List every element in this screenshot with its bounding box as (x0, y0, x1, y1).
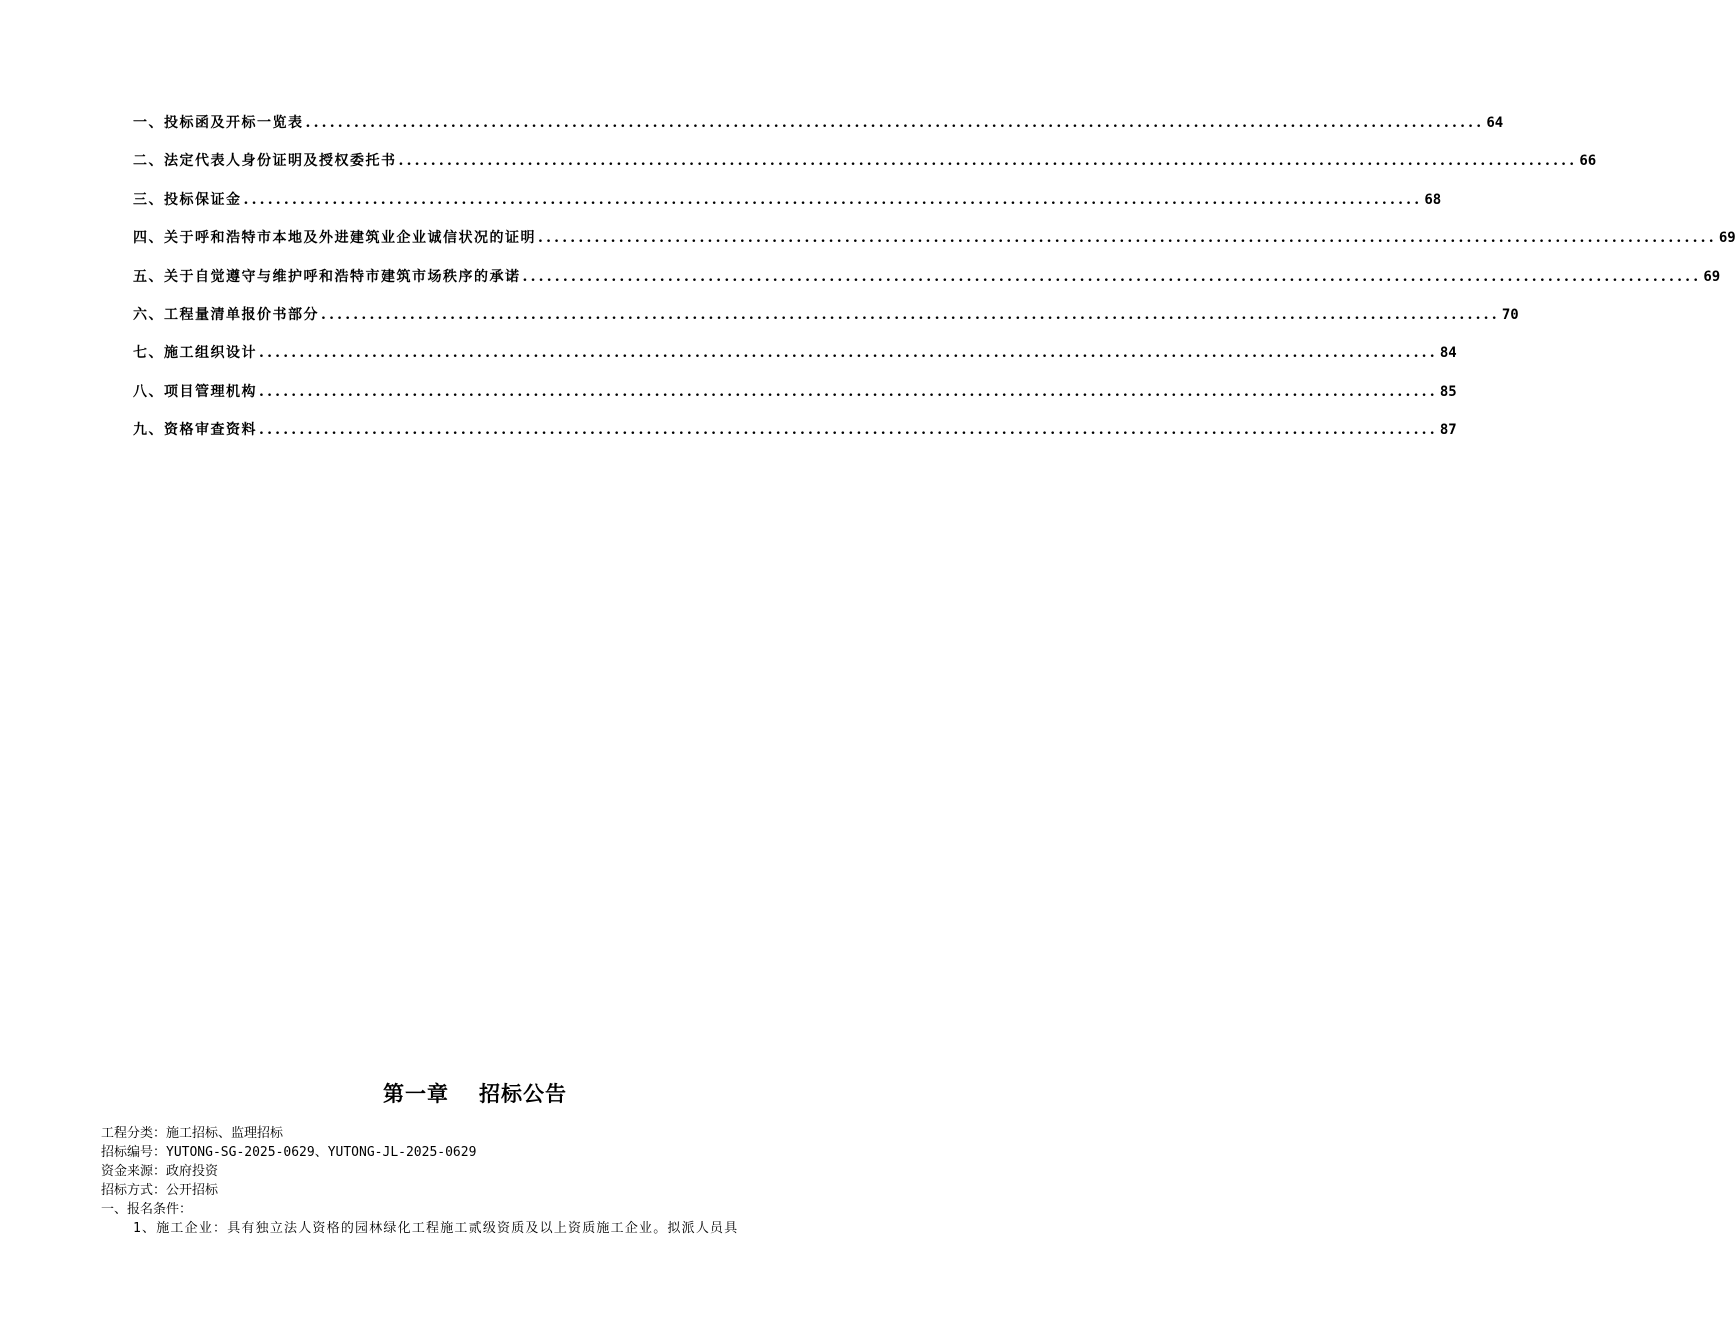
project-category: 工程分类：施工招标、监理招标 (101, 1126, 284, 1141)
toc-leader-dots: .................................................................................................................................................. (305, 115, 1485, 131)
toc-entry[interactable] (133, 342, 1457, 380)
chapter-number: 第一章 (383, 1081, 449, 1106)
toc-leader-dots: .................................................................................................................................................. (259, 345, 1438, 362)
toc-entry-title: 六、工程量清单报价书部分 (133, 306, 319, 323)
toc-leader-dots: .................................................................................................................................................. (243, 191, 1423, 208)
toc-entry-page: 70 (1501, 306, 1519, 323)
toc-entry[interactable] (133, 112, 1504, 150)
toc-entry-page: 68 (1424, 191, 1442, 208)
toc-leader-dots: .................................................................................................................................................. (259, 422, 1438, 439)
toc-entry-title: 九、资格审查资料 (133, 422, 257, 439)
body-paragraph: 1、施工企业：具有独立法人资格的园林绿化工程施工贰级资质及以上资质施工企业。拟派人员具 (133, 1221, 739, 1236)
toc-entry[interactable] (133, 189, 1442, 227)
toc-entry-page: 64 (1486, 115, 1504, 131)
toc-entry-title: 三、投标保证金 (133, 191, 242, 208)
section-heading: 一、报名条件： (101, 1202, 193, 1217)
toc-entry-page: 84 (1439, 345, 1457, 362)
toc-entry-title: 八、项目管理机构 (133, 383, 257, 400)
toc-entry[interactable] (133, 227, 1736, 265)
toc-leader-dots: .................................................................................................................................................. (321, 306, 1500, 323)
toc-entry-page: 85 (1439, 383, 1457, 400)
toc-entry[interactable] (133, 304, 1519, 342)
funding-source: 资金来源：政府投资 (101, 1164, 219, 1179)
tender-method: 招标方式：公开招标 (101, 1183, 219, 1198)
chapter-title: 招标公告 (479, 1081, 567, 1106)
tender-code: 招标编号：YUTONG-SG-2025-0629、YUTONG-JL-2025-0629 (101, 1145, 477, 1160)
tender-info (101, 1124, 861, 1238)
chapter-heading (0, 1078, 950, 1108)
toc-entry-title: 一、投标函及开标一览表 (133, 115, 304, 131)
toc-entry-page: 66 (1579, 153, 1597, 170)
toc-entry-page: 69 (1718, 230, 1736, 247)
toc-entry-title: 四、关于呼和浩特市本地及外进建筑业企业诚信状况的证明 (133, 230, 536, 247)
toc-entry[interactable] (133, 150, 1597, 188)
toc-entry-page: 87 (1439, 422, 1457, 439)
toc-entry[interactable] (133, 381, 1457, 419)
toc-leader-dots: .................................................................................................................................................. (538, 230, 1717, 247)
toc-entry-title: 五、关于自觉遵守与维护呼和浩特市建筑市场秩序的承诺 (133, 268, 521, 285)
toc-entry-page: 69 (1703, 268, 1721, 285)
toc-entry-title: 二、法定代表人身份证明及授权委托书 (133, 153, 397, 170)
toc-entry-title: 七、施工组织设计 (133, 345, 257, 362)
toc-leader-dots: .................................................................................................................................................. (398, 153, 1578, 170)
toc-leader-dots: .................................................................................................................................................. (259, 383, 1438, 400)
table-of-contents (133, 112, 1736, 458)
toc-entry[interactable] (133, 266, 1721, 304)
toc-leader-dots: .................................................................................................................................................. (522, 268, 1702, 285)
toc-entry[interactable] (133, 419, 1457, 457)
